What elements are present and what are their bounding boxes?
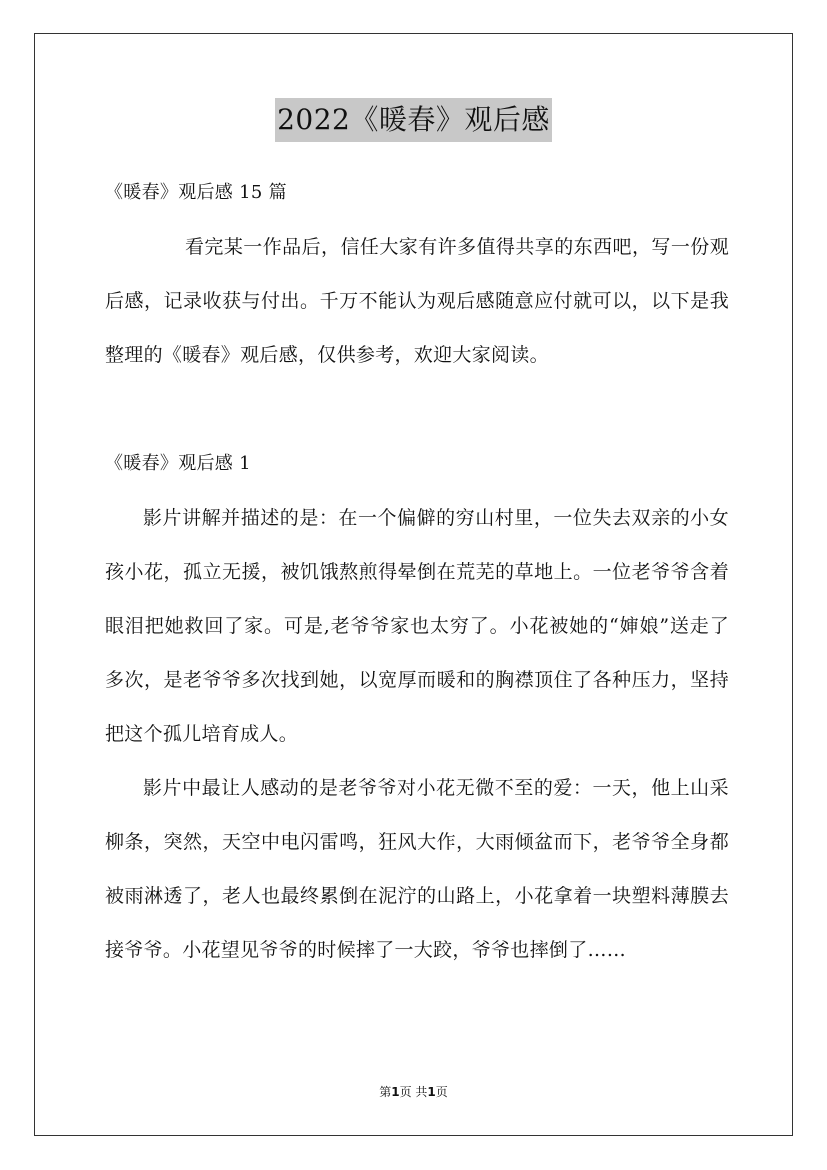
page-footer	[0, 1082, 827, 1102]
footer-prefix: 第	[379, 1085, 392, 1099]
section-heading: 《暖春》观后感 1	[105, 453, 251, 474]
body-paragraph-1: 影片讲解并描述的是：在一个偏僻的穷山村里，一位失去双亲的小女孩小花，孤立无援，被饥饿熬煎得晕倒在荒芜的草地上。一位老爷爷含着眼泪把她救回了家。可是,老爷爷家也太穷了。小花被她的“婶娘”送走了多次，是老爷爷多次找到她，以宽厚而暖和的胸襟顶住了各种压力，坚持把这个孤儿培育成人。	[105, 507, 729, 745]
footer-page-current: 1	[391, 1085, 400, 1099]
document-title: 2022《暖春》观后感	[275, 98, 552, 142]
intro-paragraph: 看完某一作品后，信任大家有许多值得共享的东西吧，写一份观后感，记录收获与付出。千万不能认为观后感随意应付就可以，以下是我整理的《暖春》观后感，仅供参考，欢迎大家阅读。	[105, 236, 729, 366]
body-paragraph-2: 影片中最让人感动的是老爷爷对小花无微不至的爱：一天，他上山采柳条，突然，天空中电闪雷鸣，狂风大作，大雨倾盆而下，老爷爷全身都被雨淋透了，老人也最终累倒在泥泞的山路上，小花拿着一块塑料薄膜去接爷爷。小花望见爷爷的时候摔了一大跤，爷爷也摔倒了……	[105, 777, 729, 961]
title-container	[0, 98, 827, 142]
footer-suffix: 页	[435, 1085, 448, 1099]
footer-page-total: 1	[427, 1085, 436, 1099]
footer-mid: 页 共	[399, 1085, 428, 1099]
document-subtitle: 《暖春》观后感 15 篇	[105, 182, 287, 203]
